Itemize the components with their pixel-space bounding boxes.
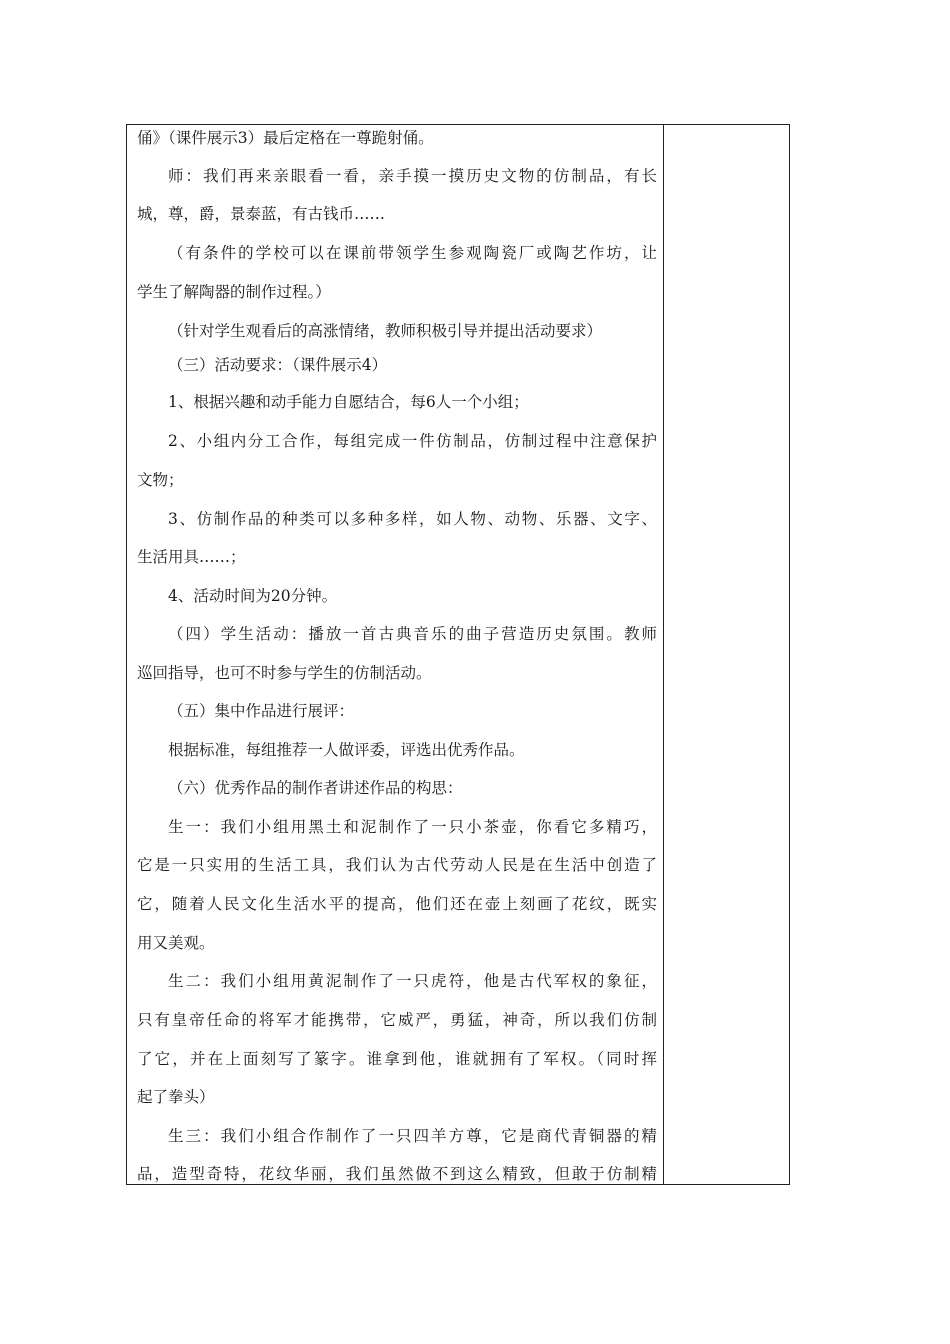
- text-line: 城，尊，爵，景泰蓝，有古钱币……: [137, 205, 386, 223]
- text-line: （有条件的学校可以在课前带领学生参观陶瓷厂或陶艺作坊，让: [168, 244, 657, 262]
- text-line: 师：我们再来亲眼看一看，亲手摸一摸历史文物的仿制品，有长: [168, 167, 657, 185]
- text-line: 生一：我们小组用黑土和泥制作了一只小茶壶，你看它多精巧，: [168, 818, 657, 836]
- notes-cell: [664, 125, 789, 1184]
- text-line: 品，造型奇特，花纹华丽，我们虽然做不到这么精致，但敢于仿制精: [137, 1165, 657, 1183]
- text-line: 它，随着人民文化生活水平的提高，他们还在壶上刻画了花纹，既实: [137, 895, 657, 913]
- text-line: 它是一只实用的生活工具，我们认为古代劳动人民是在生活中创造了: [137, 856, 657, 874]
- text-line: （针对学生观看后的高涨情绪，教师积极引导并提出活动要求）: [168, 322, 603, 340]
- text-line: 用又美观。: [137, 934, 215, 952]
- text-line: （四）学生活动：播放一首古典音乐的曲子营造历史氛围。教师: [168, 625, 657, 643]
- text-line: 文物；: [137, 471, 184, 489]
- text-line: 3、仿制作品的种类可以多种多样，如人物、动物、乐器、文字、: [168, 510, 657, 528]
- text-line: （三）活动要求：（课件展示4）: [168, 356, 388, 374]
- text-line: 起了拳头）: [137, 1088, 215, 1106]
- text-line: 俑》（课件展示3）最后定格在一尊跪射俑。: [137, 129, 434, 147]
- text-line: 生二：我们小组用黄泥制作了一只虎符，他是古代军权的象征，: [168, 972, 657, 990]
- text-line: 生三：我们小组合作制作了一只四羊方尊，它是商代青铜器的精: [168, 1127, 657, 1145]
- text-line: 1、根据兴趣和动手能力自愿结合，每6人一个小组；: [168, 393, 529, 411]
- text-line: 生活用具……；: [137, 548, 246, 566]
- text-line: 了它，并在上面刻写了篆字。谁拿到他，谁就拥有了军权。（同时挥: [137, 1050, 657, 1068]
- text-line: （六）优秀作品的制作者讲述作品的构思：: [168, 779, 463, 797]
- text-line: （五）集中作品进行展评：: [168, 702, 355, 720]
- text-line: 2、小组内分工合作，每组完成一件仿制品，仿制过程中注意保护: [168, 432, 657, 450]
- text-line: 巡回指导，也可不时参与学生的仿制活动。: [137, 664, 432, 682]
- lesson-content-cell: [127, 125, 663, 1184]
- text-line: 学生了解陶器的制作过程。）: [137, 283, 331, 301]
- text-line: 4、活动时间为20分钟。: [168, 587, 338, 605]
- text-line: 只有皇帝任命的将军才能携带，它威严，勇猛，神奇，所以我们仿制: [137, 1011, 657, 1029]
- lesson-table: [126, 124, 790, 1185]
- text-line: 根据标准，每组推荐一人做评委，评选出优秀作品。: [168, 741, 525, 759]
